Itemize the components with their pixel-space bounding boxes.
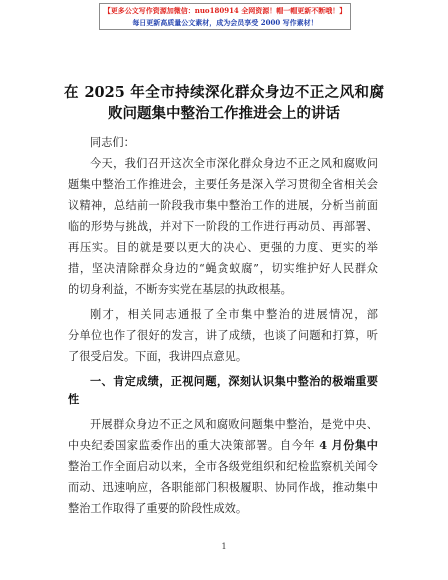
section-heading-1	[68, 372, 378, 408]
paragraph-text: 中央纪委国家监委作出的重大决策部署。自今年	[68, 439, 320, 452]
heading-line: 一、肯定成绩，正视问题，深刻认识集中整治的极端重要	[90, 374, 378, 388]
bold-date-text: 4 月份集中	[319, 438, 378, 452]
document-title	[64, 82, 384, 124]
paragraph-line: 题集中整治工作推进会，主要任务是深入学习贯彻全省相关会	[68, 178, 378, 191]
paragraph-line: 刚才，相关同志通报了全市集中整治的进展情况，部	[90, 308, 378, 321]
paragraph-1	[68, 153, 378, 300]
heading-line: 性	[68, 392, 80, 406]
paragraph-line: 开展群众身边不正之风和腐败问题集中整治，是党中央、	[90, 418, 378, 431]
paragraph-2	[68, 304, 378, 367]
promo-line-2: 每日更新高质量公文素材，成为会员享受 2000 写作素材！	[132, 18, 318, 27]
paragraph-line: 分单位也作了很好的发言，讲了成绩，也谈了问题和打算，听	[68, 329, 378, 342]
paragraph-line: 临的形势与挑战，并对下一阶段的工作进行再动员、再部署、	[68, 220, 378, 233]
paragraph-line: 的切身利益，不断夯实党在基层的执政根基。	[68, 283, 292, 296]
document-body	[68, 132, 378, 519]
paragraph-line: 而动、迅速响应，各职能部门积极履职、协同作战，推动集中	[68, 481, 378, 494]
paragraph-line: 整治工作取得了重要的阶段性成效。	[68, 502, 248, 515]
paragraph-line: 整治工作全面启动以来，全市各级党组织和纪检监察机关闻令	[68, 460, 378, 473]
paragraph-line	[68, 435, 378, 456]
promo-line-1: 【更多公文写作资源加微信：nuo180914 全网资源！帽一帽更新不断哦！】	[103, 6, 347, 15]
title-line-2: 败问题集中整治工作推进会上的讲话	[108, 105, 340, 122]
page-number: 1	[221, 542, 227, 551]
paragraph-line: 议精神，总结前一阶段我市集中整治工作的进展，分析当前面	[68, 199, 378, 212]
title-line-1: 在 2025 年全市持续深化群众身边不正之风和腐	[64, 84, 384, 101]
salutation: 同志们：	[90, 136, 135, 149]
paragraph-line: 今天，我们召开这次全市深化群众身边不正之风和腐败问	[90, 157, 378, 170]
paragraph-line: 了很受启发。下面，我讲四点意见。	[68, 350, 248, 363]
paragraph-line: 措，坚决清除群众身边的“蝇贪蚁腐”，切实维护好人民群众	[68, 262, 378, 275]
paragraph-line: 再压实。目的就是要以更大的决心、更强的力度、更实的举	[68, 241, 378, 254]
paragraph-3	[68, 414, 378, 519]
promo-banner	[99, 3, 351, 30]
